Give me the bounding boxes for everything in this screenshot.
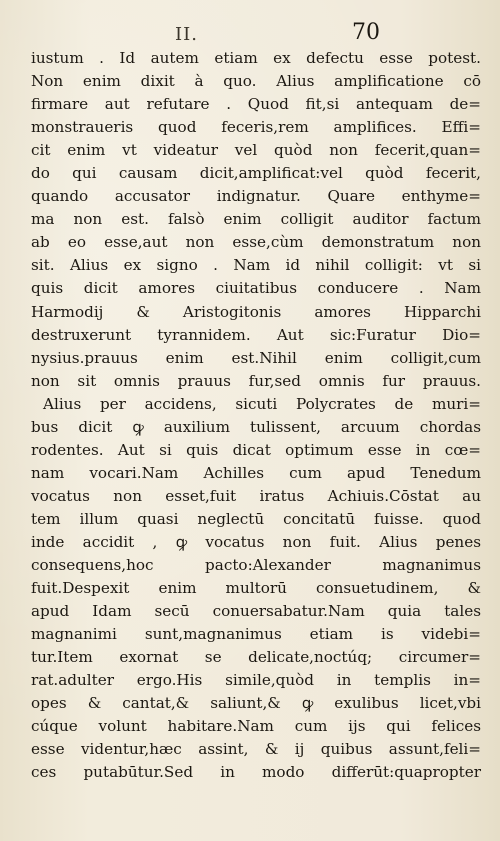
page-number: 70	[352, 20, 380, 45]
text-line: firmare aut refutare . Quod fit,si antequam de=	[31, 95, 481, 114]
text-line: bus dicit ꝙ auxilium tulissent, arcuum chordas	[31, 417, 481, 436]
text-line: apud Idam secū conuersabatur.Nam quia tales	[31, 602, 481, 621]
signature-mark: II.	[175, 24, 198, 45]
text-line: consequens,hoc pacto:Alexander magnanimus	[31, 556, 481, 575]
text-line: fuit.Despexit enim multorū consuetudinem, &	[31, 579, 481, 598]
text-line: ab eo esse,aut non esse,cùm demonstratum non	[31, 233, 481, 252]
text-line: tem illum quasi neglectū concitatū fuisse. quod	[31, 509, 481, 528]
body-text	[31, 47, 481, 785]
text-line: ces putabūtur.Sed in modo differūt:quapropter	[31, 763, 481, 782]
text-line: esse videntur,hæc assint, & ij quibus assunt,feli=	[31, 740, 481, 759]
text-line: do qui causam dicit,amplificat:vel quòd fecerit,	[31, 164, 481, 183]
text-line: rat.adulter ergo.His simile,quòd in templis in=	[31, 671, 481, 690]
text-line: non sit omnis prauus fur,sed omnis fur prauus.	[31, 371, 481, 390]
text-line: nysius.prauus enim est.Nihil enim colligit,cum	[31, 348, 481, 367]
text-line: cúque volunt habitare.Nam cum ijs qui felices	[31, 717, 481, 736]
text-line: inde accidit , ꝙ vocatus non fuit. Alius penes	[31, 532, 481, 551]
text-line: vocatus non esset,fuit iratus Achiuis.Cōstat au	[31, 486, 481, 505]
text-line: Non enim dixit à quo. Alius amplificatione cō	[31, 72, 481, 91]
text-line: magnanimi sunt,magnanimus etiam is videbi=	[31, 625, 481, 644]
text-line: destruxerunt tyrannidem. Aut sic:Furatur Dio=	[31, 325, 481, 344]
paragraph-start-line: Alius per accidens, sicuti Polycrates de muri=	[43, 394, 481, 413]
running-header	[0, 18, 500, 48]
text-line: opes & cantat,& saliunt,& ꝙ exulibus licet,vbi	[31, 694, 481, 713]
text-line: rodentes. Aut si quis dicat optimum esse in cœ=	[31, 440, 481, 459]
text-line: quando accusator indignatur. Quare enthyme=	[31, 187, 481, 206]
text-line: cit enim vt videatur vel quòd non fecerit,quan=	[31, 141, 481, 160]
text-line: iustum . Id autem etiam ex defectu esse potest.	[31, 49, 481, 67]
text-line: ma non est. falsò enim colligit auditor factum	[31, 210, 481, 229]
text-line: monstraueris quod feceris,rem amplifices. Effi=	[31, 118, 481, 137]
text-line: nam vocari.Nam Achilles cum apud Tenedum	[31, 463, 481, 482]
text-line: Harmodij & Aristogitonis amores Hipparchi	[31, 302, 481, 321]
text-line: sit. Alius ex signo . Nam id nihil colligit: vt si	[31, 256, 481, 275]
text-line: quis dicit amores ciuitatibus conducere . Nam	[31, 279, 481, 298]
text-line: tur.Item exornat se delicate,noctúq; circumer=	[31, 648, 481, 667]
